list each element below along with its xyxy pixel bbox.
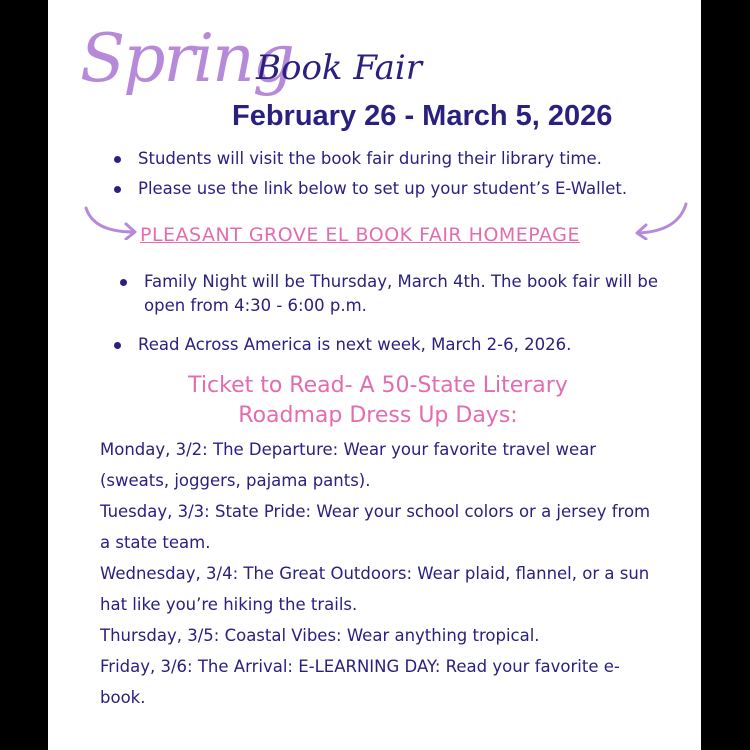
flyer-sheet [48,0,701,750]
spring-script-title: Spring [80,20,293,97]
day-tuesday: Tuesday, 3/3: State Pride: Wear your school colors or a jersey from a state team. [100,502,651,552]
heading-line-2: Roadmap Dress Up Days: [238,403,518,428]
day-wednesday: Wednesday, 3/4: The Great Outdoors: Wear plaid, flannel, or a sun hat like you’re hiking the trails. [100,564,650,614]
dress-up-days-list [100,434,660,713]
fair-dates: February 26 - March 5, 2026 [232,100,613,132]
day-thursday: Thursday, 3/5: Coastal Vibes: Wear anything tropical. [100,626,540,645]
bullet-family-night: Family Night will be Thursday, March 4th. The book fair will be open from 4:30 - 6:00 p.m. [120,270,660,318]
left-arrow-icon [82,204,140,240]
right-arrow-icon [632,200,690,240]
bullet-ewallet: Please use the link below to set up your student’s E-Wallet. [114,177,627,201]
info-bullets-top [114,147,627,207]
info-bullets-bottom [114,333,571,357]
day-monday: Monday, 3/2: The Departure: Wear your favorite travel wear (sweats, joggers, pajama pants). [100,440,597,490]
book-fair-homepage-link[interactable]: PLEASANT GROVE EL BOOK FAIR HOMEPAGE [140,224,580,246]
heading-line-1: Ticket to Read- A 50-State Literary [188,373,568,398]
bullet-library-time: Students will visit the book fair during their library time. [114,147,627,171]
book-fair-title: Book Fair [256,48,423,88]
bullet-read-across-america: Read Across America is next week, March 2-6, 2026. [114,333,571,357]
dress-up-days-heading [108,371,648,431]
info-bullets-mid [120,270,660,318]
day-friday: Friday, 3/6: The Arrival: E-LEARNING DAY: Read your favorite e-book. [100,657,620,707]
